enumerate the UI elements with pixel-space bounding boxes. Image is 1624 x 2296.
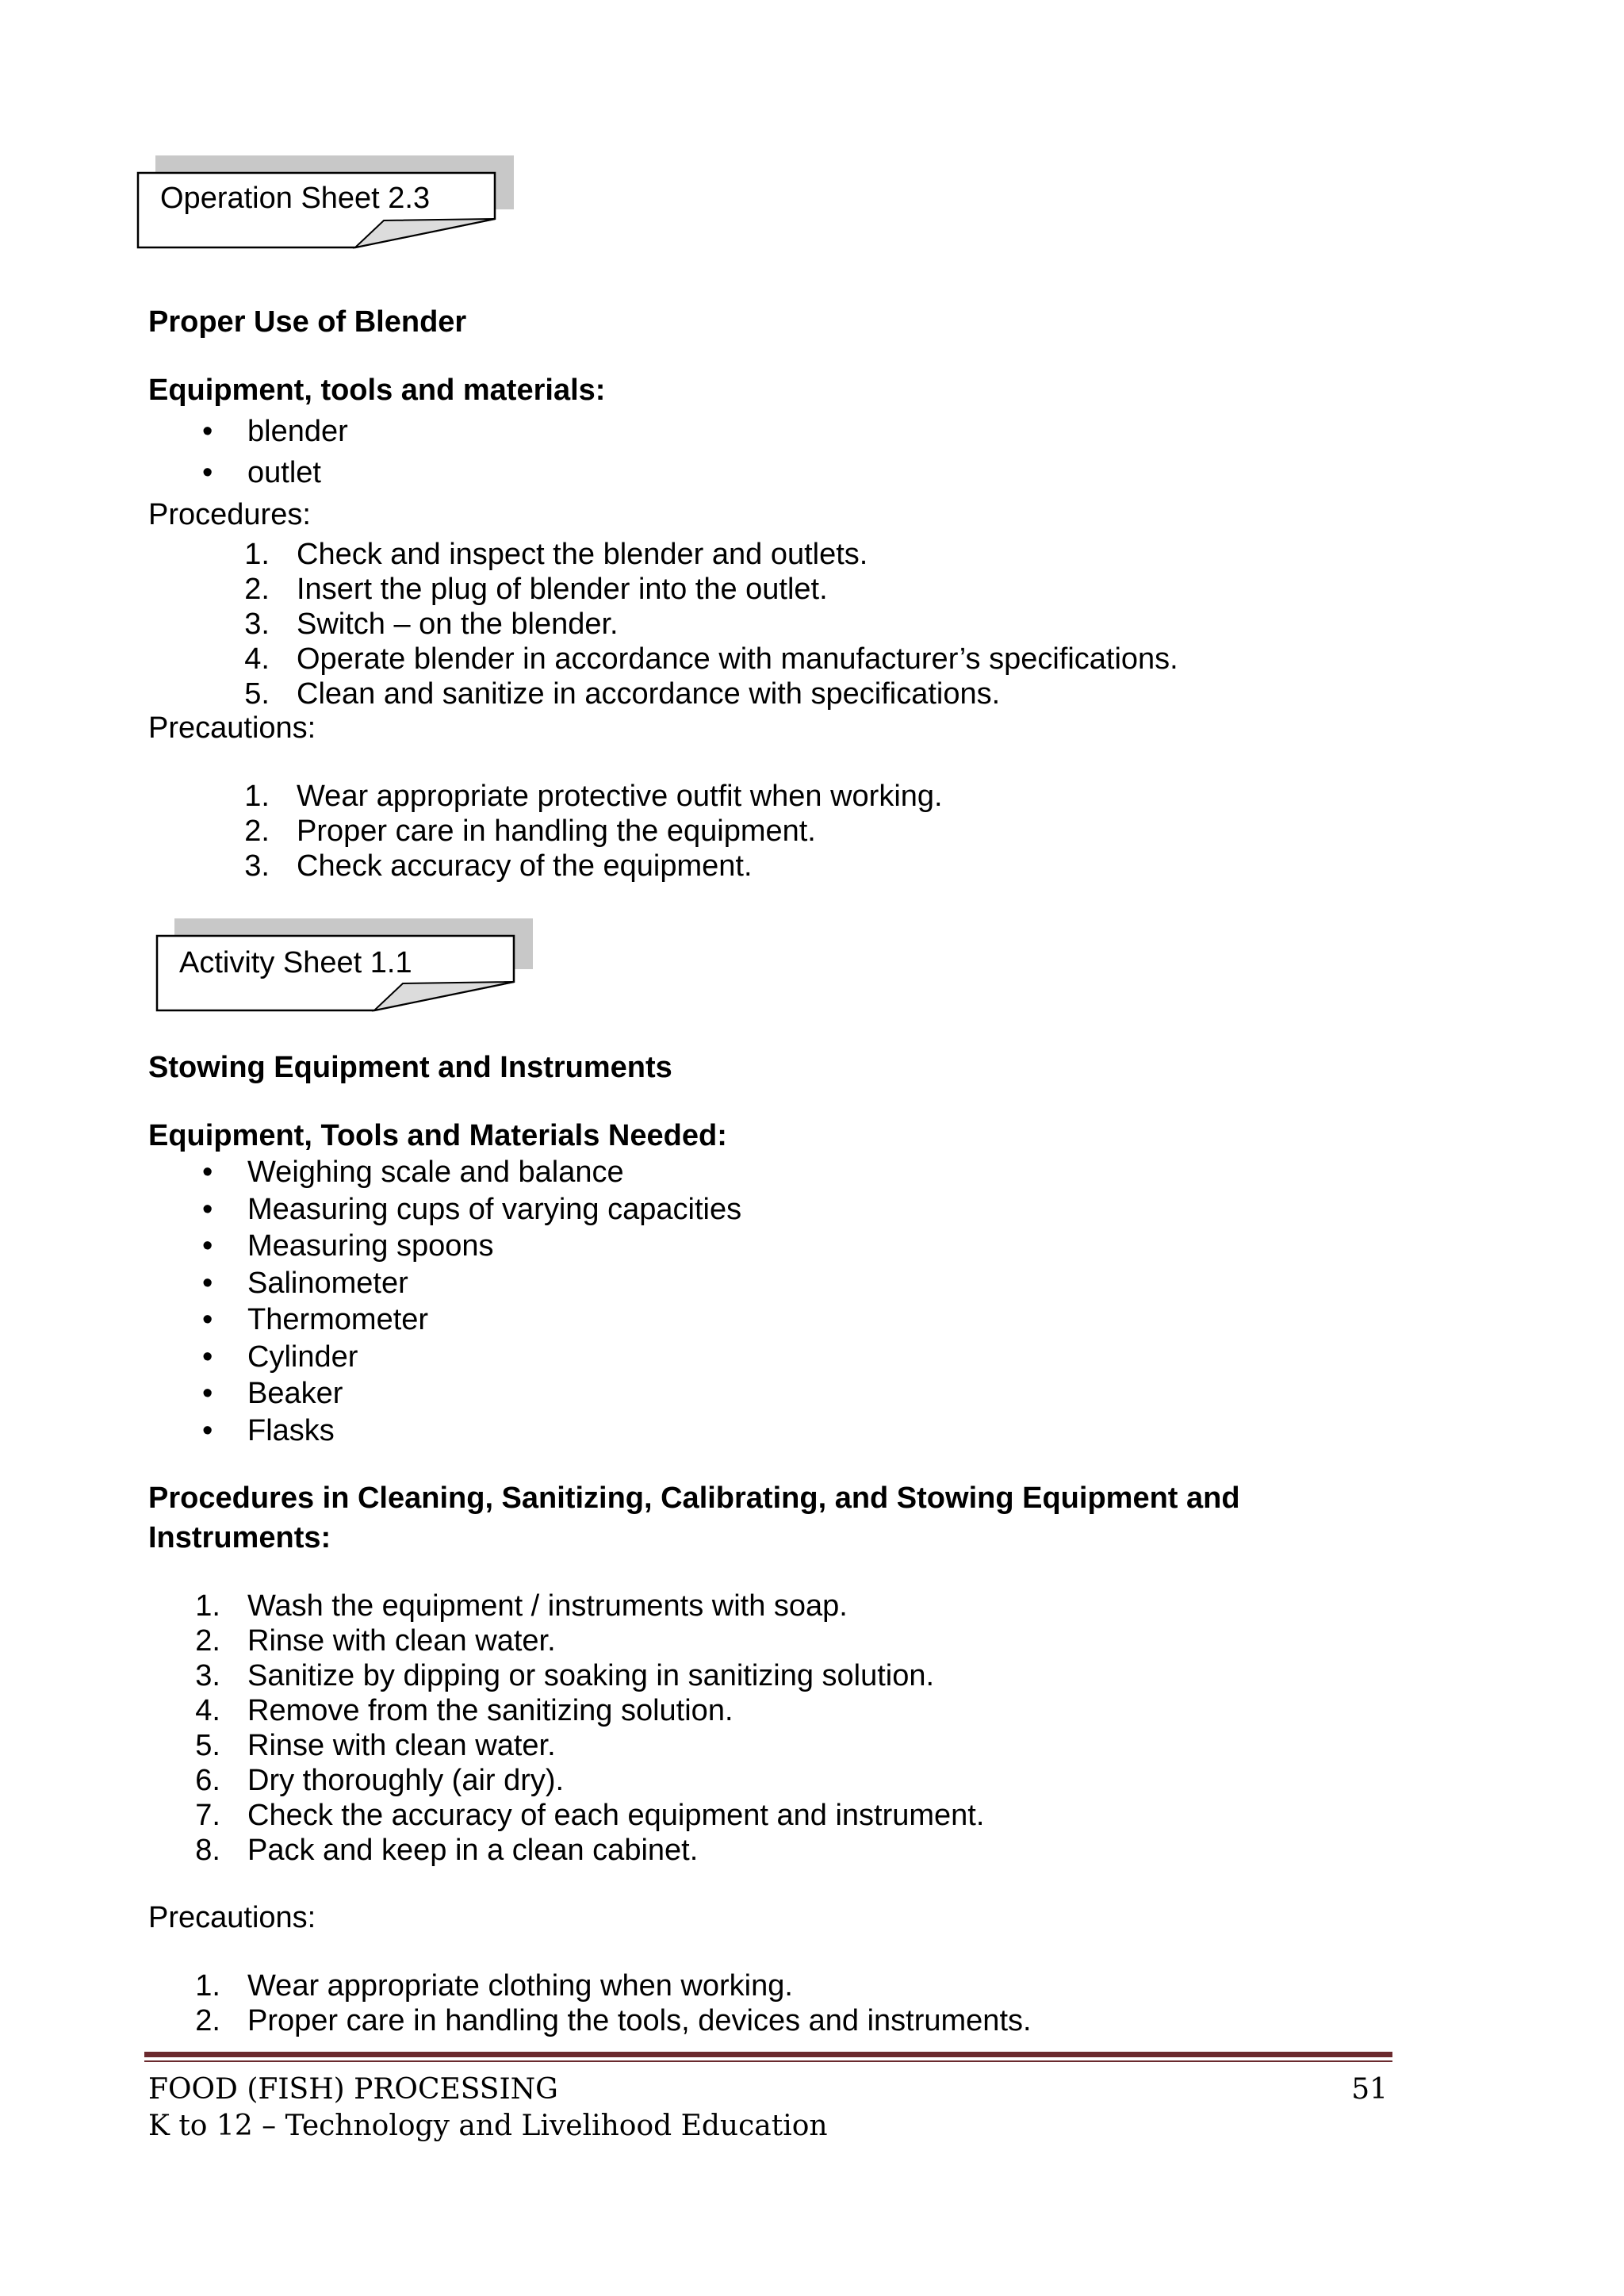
list-item: 3. Check accuracy of the equipment. xyxy=(244,849,753,883)
list-item: • blender xyxy=(202,415,348,448)
footer-rule-thick xyxy=(144,2052,1392,2057)
list-item: • Beaker xyxy=(202,1377,343,1410)
section2-precautions-list xyxy=(189,1968,1032,2038)
list-item: 3. Sanitize by dipping or soaking in sanitizing solution. xyxy=(195,1659,935,1692)
section2-precautions-heading: Precautions: xyxy=(148,1901,316,1934)
footer-subject: FOOD (FISH) PROCESSING xyxy=(148,2073,558,2106)
section2-equipment-list xyxy=(202,1155,741,1450)
list-item: 8. Pack and keep in a clean cabinet. xyxy=(195,1834,699,1867)
list-item: 1. Check and inspect the blender and outlets. xyxy=(244,538,868,571)
list-item: 4. Remove from the sanitizing solution. xyxy=(195,1694,733,1727)
section2-procedures-list xyxy=(189,1589,984,1868)
page-number: 51 xyxy=(1351,2073,1388,2106)
list-item: • Thermometer xyxy=(202,1303,429,1336)
list-item: 2. Proper care in handling the equipment. xyxy=(244,815,816,848)
section1-procedures-list xyxy=(238,537,1178,711)
section1-title: Proper Use of Blender xyxy=(148,305,467,339)
footer-course: K to 12 – Technology and Livelihood Education xyxy=(148,2110,828,2142)
section2-equipment-heading: Equipment, Tools and Materials Needed: xyxy=(148,1119,727,1152)
list-item: 5. Clean and sanitize in accordance with specifications. xyxy=(244,677,1001,711)
list-item: 7. Check the accuracy of each equipment and instrument. xyxy=(195,1799,985,1832)
section1-equipment-list xyxy=(202,414,348,496)
footer-rule-thin xyxy=(144,2060,1392,2062)
activity-sheet-label: Activity Sheet 1.1 xyxy=(179,946,412,979)
list-item: 4. Operate blender in accordance with manufacturer’s specifications. xyxy=(244,642,1178,676)
list-item: • Weighing scale and balance xyxy=(202,1156,624,1189)
list-item: 2. Insert the plug of blender into the outlet. xyxy=(244,573,828,606)
list-item: 3. Switch – on the blender. xyxy=(244,608,619,641)
list-item: • Measuring spoons xyxy=(202,1229,494,1263)
operation-sheet-tab xyxy=(136,155,517,251)
section2-procedures-heading-line1: Procedures in Cleaning, Sanitizing, Calibrating, and Stowing Equipment and xyxy=(148,1481,1240,1515)
section1-precautions-heading: Precautions: xyxy=(148,711,316,745)
list-item: 2. Proper care in handling the tools, devices and instruments. xyxy=(195,2004,1032,2037)
list-item: 6. Dry thoroughly (air dry). xyxy=(195,1764,565,1797)
section2-procedures-heading-line2: Instruments: xyxy=(148,1521,331,1554)
list-item: • Cylinder xyxy=(202,1340,358,1374)
list-item: 5. Rinse with clean water. xyxy=(195,1729,556,1762)
list-item: 2. Rinse with clean water. xyxy=(195,1624,556,1658)
list-item: • Flasks xyxy=(202,1413,335,1447)
section1-precautions-list xyxy=(238,779,943,884)
list-item: • outlet xyxy=(202,456,321,489)
list-item: 1. Wear appropriate protective outfit when working. xyxy=(244,780,943,813)
activity-sheet-tab xyxy=(155,918,536,1014)
list-item: • Salinometer xyxy=(202,1266,408,1300)
operation-sheet-label: Operation Sheet 2.3 xyxy=(160,182,431,215)
section2-title: Stowing Equipment and Instruments xyxy=(148,1051,672,1084)
list-item: 1. Wash the equipment / instruments with soap. xyxy=(195,1589,848,1623)
section1-equipment-heading: Equipment, tools and materials: xyxy=(148,374,606,407)
section1-procedures-heading: Procedures: xyxy=(148,498,311,531)
list-item: • Measuring cups of varying capacities xyxy=(202,1192,742,1226)
list-item: 1. Wear appropriate clothing when working. xyxy=(195,1969,793,2003)
